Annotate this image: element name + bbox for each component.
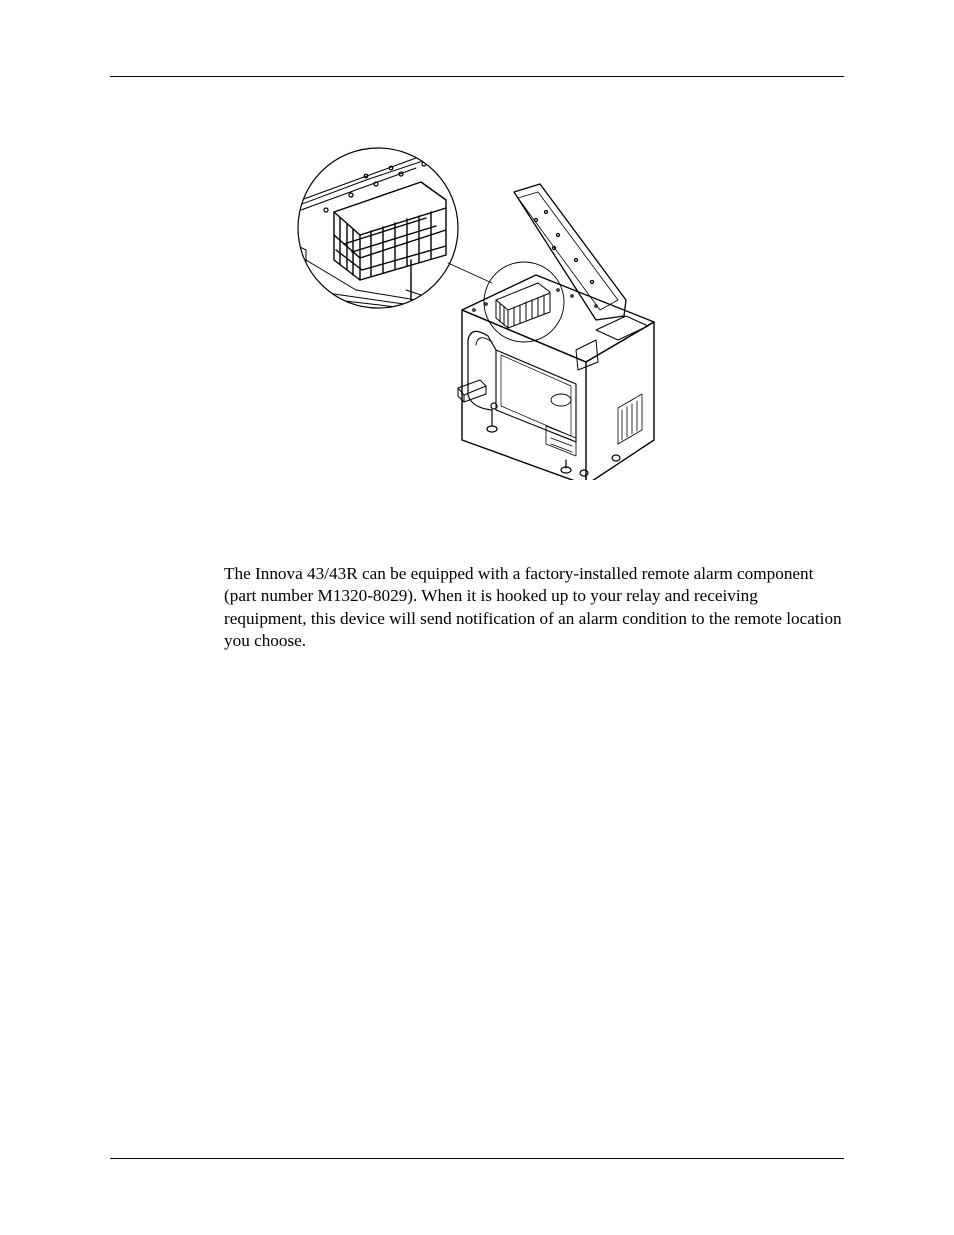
header-rule — [110, 76, 844, 77]
remote-alarm-paragraph: The Innova 43/43R can be equipped with a factory-installed remote alarm component (part number M1320-8029). When it is hooked up to your relay and receiving requipment, this device will send notification of an alarm condition to the remote location you choose. — [224, 564, 842, 651]
shaker-incubator-drawing-icon — [296, 140, 662, 480]
leader-line — [448, 263, 492, 283]
footer-rule — [110, 1158, 844, 1159]
incubator-figure — [296, 140, 662, 480]
incubator-unit — [458, 184, 654, 480]
